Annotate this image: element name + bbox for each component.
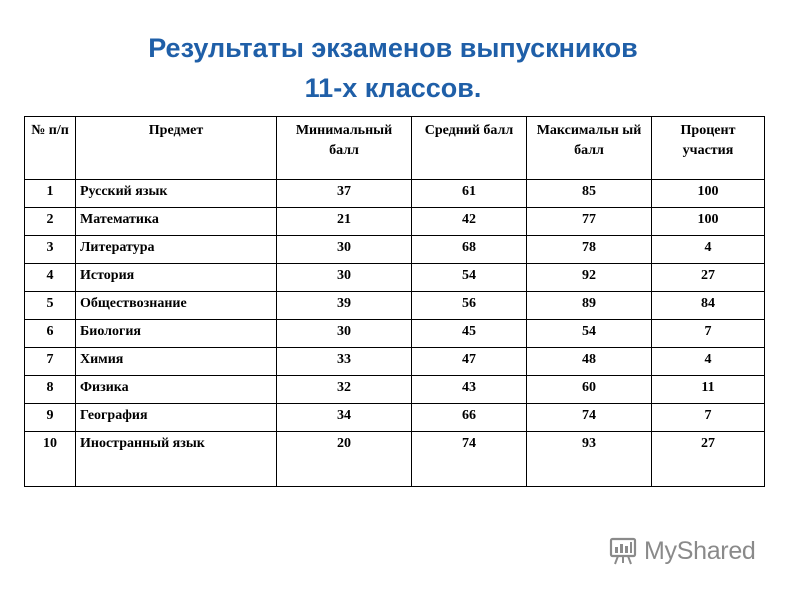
row-number: 8 bbox=[25, 376, 76, 404]
avg-score-cell: 61 bbox=[412, 180, 527, 208]
subject-cell: Химия bbox=[76, 348, 277, 376]
table-row bbox=[25, 404, 765, 432]
subject-cell: Физика bbox=[76, 376, 277, 404]
table-row bbox=[25, 376, 765, 404]
max-score-cell: 74 bbox=[527, 404, 652, 432]
min-score-cell: 34 bbox=[277, 404, 412, 432]
column-header-subject: Предмет bbox=[76, 117, 277, 180]
participation-cell: 27 bbox=[652, 432, 765, 487]
row-number: 2 bbox=[25, 208, 76, 236]
slide-title-line-2: 11-х классов. bbox=[304, 73, 482, 103]
max-score-cell: 78 bbox=[527, 236, 652, 264]
avg-score-cell: 42 bbox=[412, 208, 527, 236]
watermark-text: MyShared bbox=[644, 536, 756, 565]
subject-cell: География bbox=[76, 404, 277, 432]
min-score-cell: 30 bbox=[277, 320, 412, 348]
exam-results-table bbox=[24, 116, 765, 487]
participation-cell: 7 bbox=[652, 320, 765, 348]
min-score-cell: 32 bbox=[277, 376, 412, 404]
table-row bbox=[25, 236, 765, 264]
subject-cell: Биология bbox=[76, 320, 277, 348]
row-number: 4 bbox=[25, 264, 76, 292]
avg-score-cell: 43 bbox=[412, 376, 527, 404]
participation-cell: 11 bbox=[652, 376, 765, 404]
myshared-watermark bbox=[608, 536, 756, 566]
participation-cell: 100 bbox=[652, 208, 765, 236]
subject-cell: История bbox=[76, 264, 277, 292]
column-header-max-score: Максимальн ый балл bbox=[527, 117, 652, 180]
subject-cell: Математика bbox=[76, 208, 277, 236]
participation-cell: 4 bbox=[652, 236, 765, 264]
table-row bbox=[25, 348, 765, 376]
participation-cell: 4 bbox=[652, 348, 765, 376]
max-score-cell: 89 bbox=[527, 292, 652, 320]
max-score-cell: 77 bbox=[527, 208, 652, 236]
column-header-min-score: Минимальный балл bbox=[277, 117, 412, 180]
max-score-cell: 85 bbox=[527, 180, 652, 208]
participation-cell: 27 bbox=[652, 264, 765, 292]
table-row bbox=[25, 320, 765, 348]
column-header-participation: Процент участия bbox=[652, 117, 765, 180]
row-number: 9 bbox=[25, 404, 76, 432]
avg-score-cell: 74 bbox=[412, 432, 527, 487]
presentation-board-icon bbox=[608, 536, 638, 566]
min-score-cell: 21 bbox=[277, 208, 412, 236]
participation-cell: 7 bbox=[652, 404, 765, 432]
subject-cell: Обществознание bbox=[76, 292, 277, 320]
table-row bbox=[25, 208, 765, 236]
row-number: 7 bbox=[25, 348, 76, 376]
avg-score-cell: 56 bbox=[412, 292, 527, 320]
column-header-avg-score: Средний балл bbox=[412, 117, 527, 180]
avg-score-cell: 54 bbox=[412, 264, 527, 292]
max-score-cell: 93 bbox=[527, 432, 652, 487]
column-header-number: № п/п bbox=[25, 117, 76, 180]
avg-score-cell: 68 bbox=[412, 236, 527, 264]
max-score-cell: 48 bbox=[527, 348, 652, 376]
min-score-cell: 30 bbox=[277, 236, 412, 264]
max-score-cell: 92 bbox=[527, 264, 652, 292]
table-row bbox=[25, 180, 765, 208]
avg-score-cell: 47 bbox=[412, 348, 527, 376]
slide-title bbox=[0, 28, 800, 108]
row-number: 10 bbox=[25, 432, 76, 487]
row-number: 1 bbox=[25, 180, 76, 208]
slide-title-line-1: Результаты экзаменов выпускников bbox=[148, 33, 638, 63]
subject-cell: Литература bbox=[76, 236, 277, 264]
min-score-cell: 33 bbox=[277, 348, 412, 376]
participation-cell: 84 bbox=[652, 292, 765, 320]
participation-cell: 100 bbox=[652, 180, 765, 208]
table-row bbox=[25, 264, 765, 292]
min-score-cell: 20 bbox=[277, 432, 412, 487]
avg-score-cell: 45 bbox=[412, 320, 527, 348]
table-header-row bbox=[25, 117, 765, 180]
max-score-cell: 54 bbox=[527, 320, 652, 348]
row-number: 3 bbox=[25, 236, 76, 264]
table-row bbox=[25, 432, 765, 487]
row-number: 5 bbox=[25, 292, 76, 320]
subject-cell: Русский язык bbox=[76, 180, 277, 208]
min-score-cell: 39 bbox=[277, 292, 412, 320]
subject-cell: Иностранный язык bbox=[76, 432, 277, 487]
avg-score-cell: 66 bbox=[412, 404, 527, 432]
row-number: 6 bbox=[25, 320, 76, 348]
table-row bbox=[25, 292, 765, 320]
max-score-cell: 60 bbox=[527, 376, 652, 404]
min-score-cell: 37 bbox=[277, 180, 412, 208]
min-score-cell: 30 bbox=[277, 264, 412, 292]
